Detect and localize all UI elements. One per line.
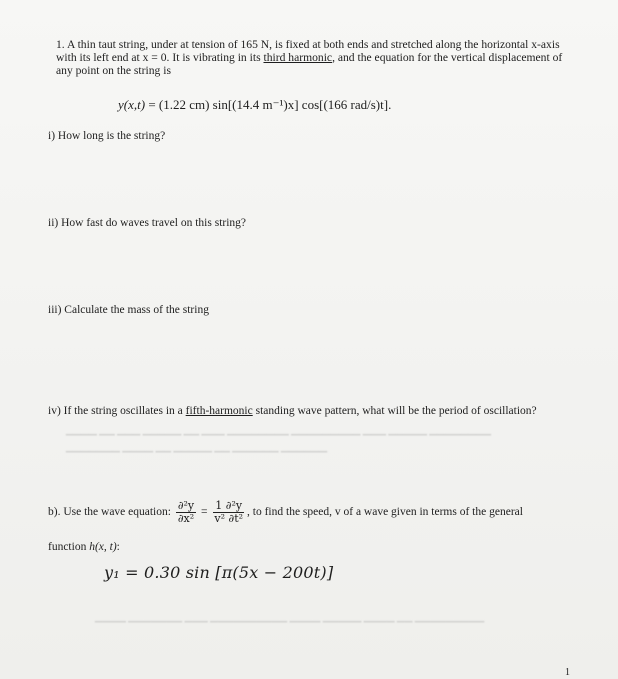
problem-intro: 1. A thin taut string, under at tension of 165 N, is fixed at both ends and stretched along the horizontal x-axis with its left end at x = 0. It is vibrating in its <box>56 38 560 64</box>
part-b-statement <box>48 500 588 525</box>
part-b-lead: b). Use the wave equation: <box>48 506 171 519</box>
fifth-harmonic-text: fifth-harmonic <box>185 405 253 417</box>
equals-sign: = <box>201 506 208 519</box>
part-b-tail: , to find the speed, v of a wave given in terms of the general <box>247 506 523 519</box>
question-4 <box>48 405 537 418</box>
question-4-end: standing wave pattern, what will be the period of oscillation? <box>252 405 537 417</box>
third-harmonic-text: third harmonic <box>263 51 333 64</box>
problem-statement <box>56 38 576 77</box>
question-3: iii) Calculate the mass of the string <box>48 304 209 316</box>
page-number: 1 <box>565 667 570 678</box>
bleed-through-text: ▁▁▁▁ ▁▁▁▁▁▁▁ ▁▁▁ ▁▁▁▁▁▁▁▁▁▁ ▁▁▁▁ ▁▁▁▁▁ ▁▁▁▁ ▁▁ ▁▁▁▁▁▁▁▁▁ <box>95 612 485 623</box>
rhs-numerator: 1 ∂²y <box>215 499 243 512</box>
equation-rhs: = (1.22 cm) sin[(14.4 m⁻¹)x] cos[(166 rad/s)t]. <box>148 97 392 112</box>
question-1: i) How long is the string? <box>48 130 166 142</box>
function-prefix: function <box>48 541 87 553</box>
function-suffix: : <box>116 541 120 553</box>
function-line <box>48 541 120 554</box>
lhs-numerator: ∂²y <box>177 499 195 512</box>
rhs-denominator: v² ∂t² <box>214 512 244 525</box>
question-2: ii) How fast do waves travel on this string? <box>48 217 247 229</box>
question-4-start: iv) If the string oscillates in a <box>48 405 186 417</box>
bleed-through-text: ▁▁▁▁ ▁▁ ▁▁▁ ▁▁▁▁▁ ▁▁ ▁▁▁ ▁▁▁▁▁▁▁▁ ▁▁▁▁▁▁▁▁▁ ▁▁▁ ▁▁▁▁▁ ▁▁▁▁▁▁▁▁ <box>66 425 491 436</box>
lhs-denominator: ∂x² <box>177 512 195 525</box>
lhs-fraction <box>176 500 196 525</box>
wave-function-equation: y₁ = 0.30 sin [π(5x − 200t)] <box>104 563 334 582</box>
rhs-fraction <box>212 500 245 525</box>
problem-intro-end: , and the equation for the vertical displacement of any point on the string is <box>56 51 563 77</box>
displacement-equation <box>118 98 391 111</box>
equation-lhs: y(x,t) <box>118 97 146 112</box>
function-name: h(x, t) <box>89 541 117 553</box>
bleed-through-text: ▁▁▁▁▁▁▁ ▁▁▁▁ ▁▁ ▁▁▁▁▁ ▁▁ ▁▁▁▁▁▁ ▁▁▁▁▁▁ <box>66 442 328 453</box>
